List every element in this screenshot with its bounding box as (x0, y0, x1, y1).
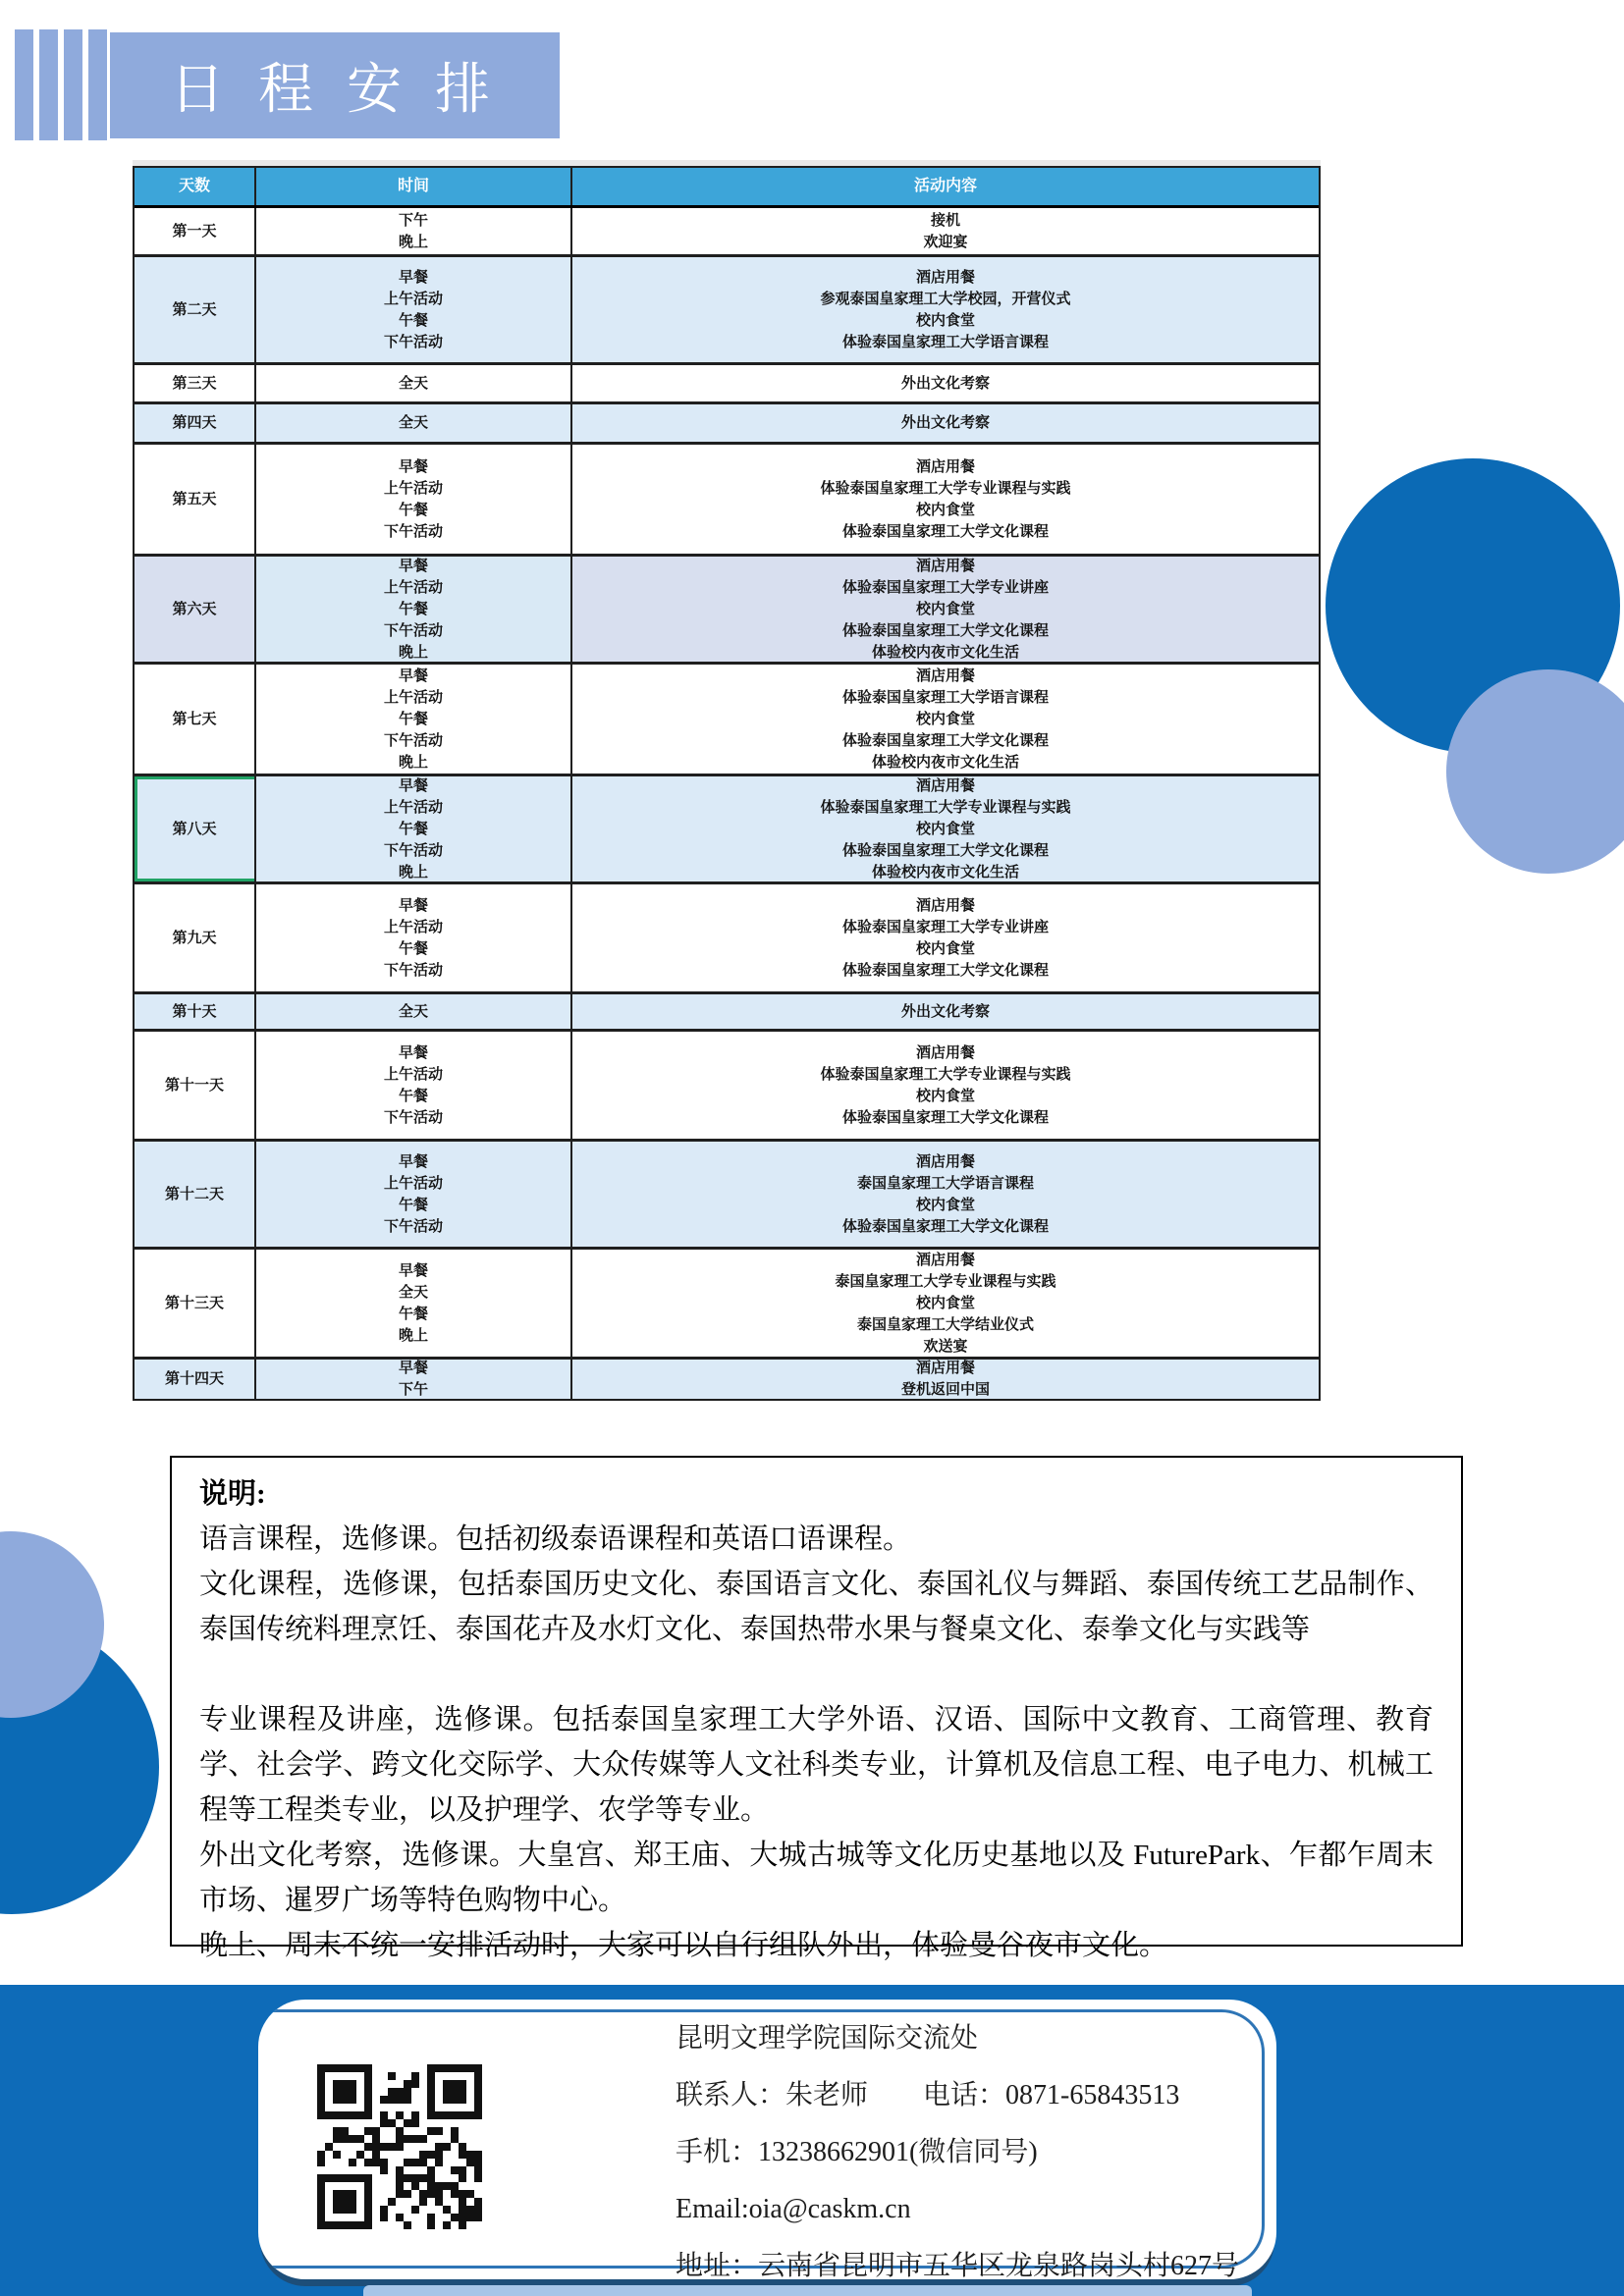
contact-office: 昆明文理学院国际交流处 (676, 2023, 979, 2054)
cell-times: 早餐 下午 (256, 1360, 572, 1399)
cell-times: 早餐 上午活动 午餐 下午活动 晚上 (256, 665, 572, 774)
table-row (135, 1250, 1319, 1360)
cell-activities: 酒店用餐 泰国皇家理工大学专业课程与实践 校内食堂 泰国皇家理工大学结业仪式 欢送宴 (572, 1250, 1319, 1357)
table-row (135, 208, 1319, 257)
table-row (135, 1032, 1319, 1142)
cell-activities: 酒店用餐 体验泰国皇家理工大学专业课程与实践 校内食堂 体验泰国皇家理工大学文化课程 (572, 1032, 1319, 1139)
cell-day: 第一天 (135, 208, 256, 254)
cell-activities: 酒店用餐 泰国皇家理工大学语言课程 校内食堂 体验泰国皇家理工大学文化课程 (572, 1142, 1319, 1247)
cell-day: 第十四天 (135, 1360, 256, 1399)
cell-activities: 酒店用餐 登机返回中国 (572, 1360, 1319, 1399)
qr-code-icon (317, 2064, 482, 2229)
cell-day: 第十三天 (135, 1250, 256, 1357)
table-row (135, 1360, 1319, 1399)
cell-day: 第八天 (135, 776, 256, 881)
cell-day: 第九天 (135, 884, 256, 991)
page-title: 日 程 安 排 (110, 32, 560, 138)
cell-activities: 酒店用餐 体验泰国皇家理工大学专业讲座 校内食堂 体验泰国皇家理工大学文化课程 体验校内夜市文化生活 (572, 557, 1319, 662)
notes-title: 说明: (199, 1478, 266, 1510)
cell-times: 早餐 上午活动 午餐 下午活动 晚上 (256, 557, 572, 662)
notes-paragraph: 文化课程，选修课，包括泰国历史文化、泰国语言文化、泰国礼仪与舞蹈、泰国传统工艺品制作、泰国传统料理烹饪、泰国花卉及水灯文化、泰国热带水果与餐桌文化、泰拳文化与实践等 (199, 1569, 1434, 1645)
footer-contact-card (258, 2000, 1276, 2279)
contact-tel: 电话：0871-65843513 (923, 2080, 1180, 2110)
cell-times: 全天 (256, 404, 572, 442)
contact-block (676, 2023, 1239, 2279)
column-header-day: 天数 (135, 168, 256, 205)
cell-day: 第三天 (135, 365, 256, 401)
notes-paragraph: 晚上、周末不统一安排活动时，大家可以自行组队外出，体验曼谷夜市文化。 (199, 1930, 1168, 1961)
cell-times: 全天 (256, 365, 572, 401)
footer-bottom-bar (363, 2285, 1252, 2296)
cell-times: 早餐 上午活动 午餐 下午活动 (256, 257, 572, 362)
notes-box (170, 1456, 1463, 1961)
cell-activities: 外出文化考察 (572, 994, 1319, 1029)
notes-paragraph: 语言课程，选修课。包括初级泰语课程和英语口语课程。 (199, 1523, 912, 1555)
table-row (135, 257, 1319, 365)
cell-activities: 酒店用餐 体验泰国皇家理工大学专业课程与实践 校内食堂 体验泰国皇家理工大学文化课程 (572, 445, 1319, 554)
column-header-time: 时间 (256, 168, 572, 205)
cell-day: 第十二天 (135, 1142, 256, 1247)
cell-times: 早餐 全天 午餐 晚上 (256, 1250, 572, 1357)
notes-paragraphs (199, 1517, 1434, 1968)
cell-times: 早餐 上午活动 午餐 下午活动 (256, 445, 572, 554)
notes-paragraph: 外出文化考察，选修课。大皇宫、郑王庙、大城古城等文化历史基地以及 FuturePark、乍都乍周末市场、暹罗广场等特色购物中心。 (199, 1840, 1434, 1916)
table-row (135, 445, 1319, 557)
table-row (135, 557, 1319, 665)
cell-day: 第十天 (135, 994, 256, 1029)
contact-email: Email:oia@caskm.cn (676, 2194, 911, 2224)
table-row (135, 776, 1319, 884)
banner-stripe (64, 29, 82, 140)
table-row (135, 884, 1319, 994)
cell-times: 早餐 上午活动 午餐 下午活动 (256, 884, 572, 991)
cell-day: 第七天 (135, 665, 256, 774)
banner-stripe (39, 29, 58, 140)
cell-activities: 接机 欢迎宴 (572, 208, 1319, 254)
banner-stripe (15, 29, 33, 140)
cell-activities: 外出文化考察 (572, 404, 1319, 442)
cell-day: 第四天 (135, 404, 256, 442)
contact-address: 地址：云南省昆明市五华区龙泉路岗头村627号 (676, 2251, 1240, 2279)
table-row (135, 1142, 1319, 1250)
cell-times: 早餐 上午活动 午餐 下午活动 (256, 1032, 572, 1139)
table-row (135, 365, 1319, 404)
table-header-row (135, 168, 1319, 208)
cell-day: 第二天 (135, 257, 256, 362)
table-row (135, 404, 1319, 445)
cell-day: 第十一天 (135, 1032, 256, 1139)
table-body (135, 208, 1319, 1399)
cell-activities: 酒店用餐 参观泰国皇家理工大学校园，开营仪式 校内食堂 体验泰国皇家理工大学语言课程 (572, 257, 1319, 362)
cell-day: 第五天 (135, 445, 256, 554)
banner-stripe (88, 29, 107, 140)
contact-person: 联系人：朱老师 (676, 2080, 869, 2110)
cell-activities: 酒店用餐 体验泰国皇家理工大学语言课程 校内食堂 体验泰国皇家理工大学文化课程 体验校内夜市文化生活 (572, 665, 1319, 774)
cell-activities: 外出文化考察 (572, 365, 1319, 401)
cell-activities: 酒店用餐 体验泰国皇家理工大学专业讲座 校内食堂 体验泰国皇家理工大学文化课程 (572, 884, 1319, 991)
cell-times: 早餐 上午活动 午餐 下午活动 (256, 1142, 572, 1247)
cell-times: 全天 (256, 994, 572, 1029)
table-row (135, 665, 1319, 776)
schedule-table (133, 166, 1321, 1401)
notes-paragraph: 专业课程及讲座，选修课。包括泰国皇家理工大学外语、汉语、国际中文教育、工商管理、教育学、社会学、跨文化交际学、大众传媒等人文社科类专业，计算机及信息工程、电子电力、机械工程等工程类专业，以及护理学、农学等专业。 (199, 1704, 1434, 1826)
column-header-activity: 活动内容 (572, 168, 1319, 205)
cell-activities: 酒店用餐 体验泰国皇家理工大学专业课程与实践 校内食堂 体验泰国皇家理工大学文化课程 体验校内夜市文化生活 (572, 776, 1319, 881)
notes-paragraph (199, 1652, 1434, 1697)
cell-times: 下午 晚上 (256, 208, 572, 254)
contact-person-line (676, 2080, 1239, 2110)
contact-mobile: 手机：13238662901(微信同号) (676, 2137, 1038, 2167)
cell-day: 第六天 (135, 557, 256, 662)
cell-times: 早餐 上午活动 午餐 下午活动 晚上 (256, 776, 572, 881)
table-row (135, 994, 1319, 1032)
